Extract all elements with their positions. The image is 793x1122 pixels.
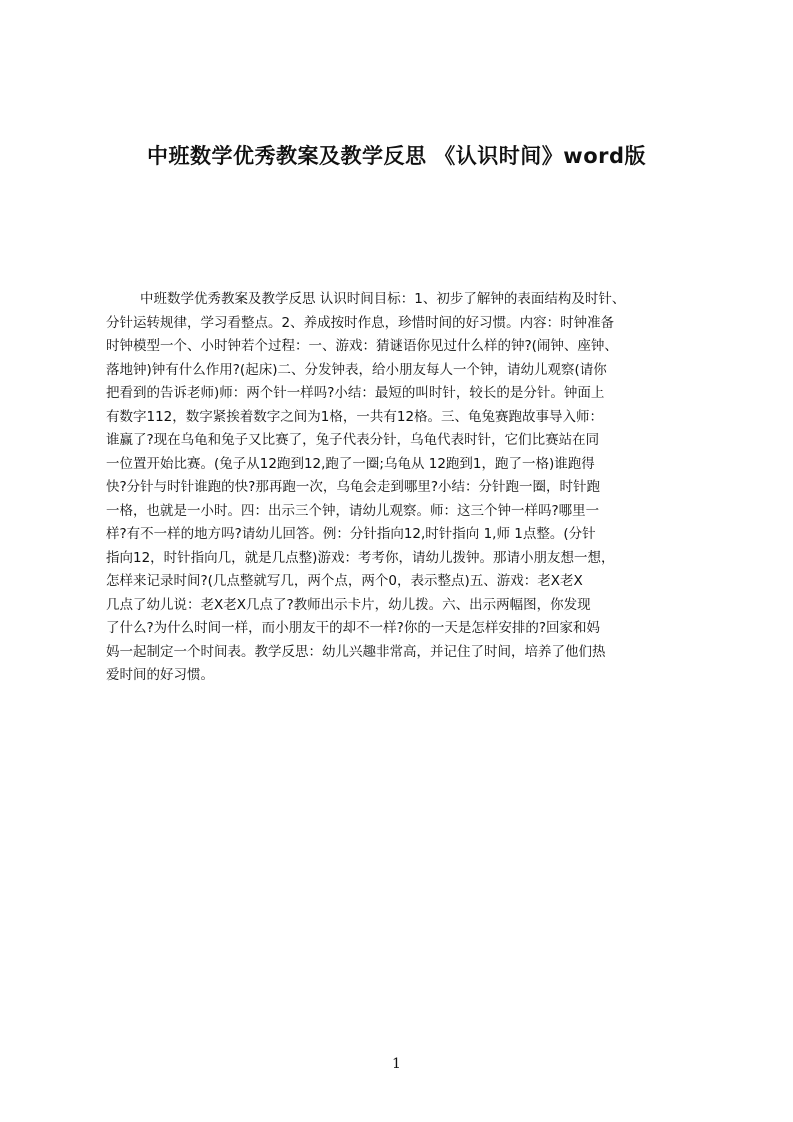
body-line: 分针运转规律，学习看整点。2、养成按时作息，珍惜时间的好习惯。内容：时钟准备	[106, 314, 615, 331]
body-line: 落地钟)钟有什么作用?(起床)二、分发钟表，给小朋友每人一个钟，请幼儿观察(请你	[106, 361, 607, 378]
body-line: 谁赢了?现在乌龟和兔子又比赛了，兔子代表分针，乌龟代表时针，它们比赛站在同	[106, 432, 600, 448]
body-line: 中班数学优秀教案及教学反思 认识时间目标：1、初步了解钟的表面结构及时针、	[140, 291, 626, 307]
body-line: 快?分针与时针谁跑的快?那再跑一次，乌龟会走到哪里?小结：分针跑一圈，时针跑	[106, 479, 600, 495]
body-line: 样?有不一样的地方吗?请幼儿回答。例：分针指向12,时针指向 1,师 1点整。(分针	[106, 526, 596, 542]
body-line: 一位置开始比赛。(兔子从12跑到12,跑了一圈;乌龟从 12跑到1，跑了一格)谁跑得	[106, 455, 595, 472]
body-text	[106, 288, 696, 748]
body-line: 时钟模型一个、小时钟若个过程：一、游戏：猜谜语你见过什么样的钟?(闹钟、座钟、	[106, 338, 618, 354]
body-line: 几点了幼儿说：老X老X几点了?教师出示卡片，幼儿拨。六、出示两幅图，你发现	[106, 596, 591, 613]
body-line: 爱时间的好习惯。	[106, 667, 214, 683]
body-line: 了什么?为什么时间一样，而小朋友干的却不一样?你的一天是怎样安排的?回家和妈	[106, 620, 600, 636]
body-line: 一格，也就是一小时。四：出示三个钟，请幼儿观察。师：这三个钟一样吗?哪里一	[106, 502, 600, 519]
page-title: 中班数学优秀教案及教学反思 《认识时间》word版	[146, 144, 647, 168]
body-line: 怎样来记录时间?(几点整就写几，两个点，两个0，表示整点)五、游戏：老X老X	[106, 573, 583, 589]
body-line: 有数字112，数字紧挨着数字之间为1格，一共有12格。三、龟兔赛跑故事导入师：	[106, 408, 604, 425]
page-number: 1	[392, 1056, 401, 1072]
body-line: 指向12，时针指向几，就是几点整)游戏：考考你，请幼儿拨钟。那请小朋友想一想，	[106, 549, 615, 566]
body-line: 妈一起制定一个时间表。教学反思：幼儿兴趣非常高，并记住了时间，培养了他们热	[106, 643, 606, 660]
body-line: 把看到的告诉老师)师：两个针一样吗?小结：最短的叫时针，较长的是分针。钟面上	[106, 385, 605, 401]
